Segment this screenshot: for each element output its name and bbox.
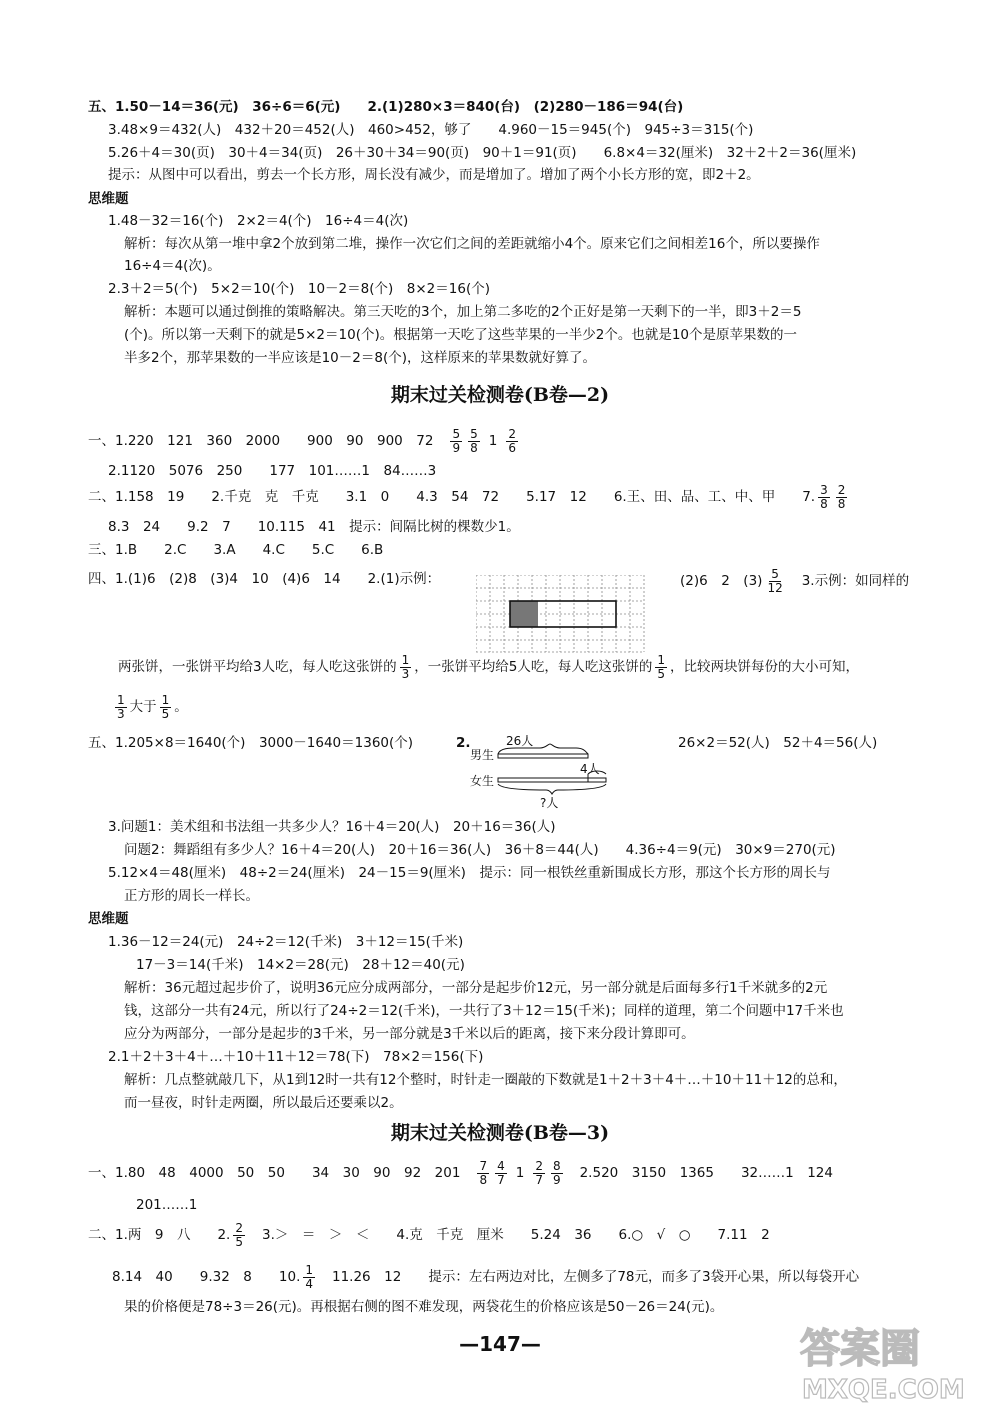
fraction: $\frac{3}{8}$	[820, 482, 828, 511]
b3-row-3a: 二、1.两 9 八 2.	[88, 1227, 231, 1243]
top-line-3: 5.26＋4＝30(页) 30＋4＝34(页) 26＋30＋34＝90(页) 90＋1＝91(页) 6.8×4＝32(厘米) 32＋2＋2＝36(厘米)	[108, 145, 857, 161]
watermark-logo	[790, 1318, 995, 1404]
fraction: $\frac{1}{3}$	[401, 652, 410, 681]
svg-text:答案圈: 答案圈	[800, 1326, 920, 1372]
diagram-girls-label: 女生	[470, 774, 495, 788]
fraction: $\frac{5}{12}$	[767, 566, 783, 595]
fraction: $\frac{4}{7}$	[497, 1158, 505, 1187]
fraction: $\frac{7}{8}$	[479, 1158, 488, 1187]
b2-row-7b: ，一张饼平均给5人吃，每人吃这张饼的	[414, 659, 653, 675]
b3-row-4b: 11.26 12 提示：左右两边对比，左侧多了78元，而多了3袋开心果，所以每袋开心	[332, 1269, 860, 1285]
b2-row-8	[112, 690, 188, 724]
fraction: $\frac{1}{3}$	[117, 692, 125, 721]
b3-row-1a: 一、1.80 48 4000 50 50 34 30 90 92 201	[88, 1165, 461, 1181]
b2-row-12: 5.12×4＝48(厘米) 48÷2＝24(厘米) 24－15＝9(厘米) 提示：同一根铁丝重新围成长方形，那这个长方形的周长与	[108, 865, 831, 881]
top-think-5: 解析：本题可以通过倒推的策略解决。第三天吃的3个，加上第二多吃的2个正好是第一天剩下的一半，即3＋2＝5	[124, 304, 802, 320]
b3-row-1	[88, 1156, 833, 1190]
b2-row-9c: 26×2＝52(人) 52＋4＝56(人)	[678, 735, 878, 751]
fraction: $\frac{1}{5}$	[657, 652, 665, 681]
watermark-graphic	[790, 1318, 995, 1404]
b2-row-5: 三、1.B 2.C 3.A 4.C 5.C 6.B	[88, 542, 384, 558]
top-line-4: 提示：从图中可以看出，剪去一个长方形，周长没有减少，而是增加了。增加了两个小长方形的宽，即2＋2。	[108, 167, 760, 183]
top-line-2: 3.48×9＝432(人) 432＋20＝452(人) 460>452，够了 4.960－15＝945(个) 945÷3＝315(个)	[108, 122, 754, 138]
diagram-q-label: ?人	[540, 796, 559, 810]
b2-row-1-text: 一、1.220 121 360 2000 900 90 900 72	[88, 433, 434, 449]
b2-row-8a: 大于	[129, 699, 157, 715]
diagram-4-label: 4人	[580, 762, 600, 776]
b2-think-7: 解析：几点整就敲几下，从1到12时一共有12个整时，时针走一圈敲的下数就是1＋2＋3＋4＋…＋10＋11＋12的总和，	[124, 1072, 847, 1088]
diagram-boys-label: 男生	[470, 748, 495, 762]
b2-row-6b-text: (2)6 2 (3)	[680, 573, 763, 589]
fraction: $\frac{8}{9}$	[552, 1158, 561, 1187]
top-think-4: 2.3＋2＝5(个) 5×2＝10(个) 10－2＝8(个) 8×2＝16(个)	[108, 281, 490, 297]
top-think-2: 解析：每次从第一堆中拿2个放到第二堆，操作一次它们之间的差距就缩小4个。原来它们之间相差16个，所以要操作	[124, 236, 820, 252]
b2-row-1	[88, 424, 521, 458]
b2-row-3-text: 二、1.158 19 2.千克 克 千克 3.1 0 4.3 54 72 5.17 12 6.王、田、品、工、中、甲 7.	[88, 489, 816, 505]
fraction: $\frac{5}{9}$	[452, 426, 461, 455]
b2-row-6c: 3.示例：如同样的	[801, 573, 910, 589]
b2-row-7	[118, 650, 859, 684]
b3-row-5: 果的价格便是78÷3＝26(元)。再根据右侧的图不难发现，两袋花生的价格应该是50－26＝24(元)。	[124, 1299, 724, 1315]
fraction: $\frac{2}{5}$	[235, 1220, 243, 1249]
b2-row-7a: 两张饼，一张饼平均给3人吃，每人吃这张饼的	[118, 659, 397, 675]
b2-row-9a: 五、1.205×8＝1640(个) 3000－1640＝1360(个)	[88, 735, 414, 751]
fraction: $\frac{1}{5}$	[161, 692, 170, 721]
diagram-26-label: 26人	[506, 734, 534, 748]
fraction: $\frac{2}{7}$	[535, 1158, 543, 1187]
b2-think-3: 解析：36元超过起步价了，说明36元应分成两部分，一部分是起步价12元，另一部分就是后面每多行1千米就多的2元	[124, 980, 828, 996]
b3-row-4	[112, 1260, 859, 1294]
b2-row-11: 问题2：舞蹈组有多少人？16＋4＝20(人) 20＋16＝36(人) 36＋8＝44(人) 4.36÷4＝9(元) 30×9＝270(元)	[124, 842, 836, 858]
page-number: —147—	[459, 1332, 541, 1356]
b2-row-8b: 。	[174, 699, 188, 715]
fraction: $\frac{5}{8}$	[470, 426, 478, 455]
b3-row-1-one: 1	[515, 1165, 525, 1181]
top-line-1: 五、1.50－14＝36(元) 36÷6＝6(元) 2.(1)280×3＝840(台) (2)280－186＝94(台)	[88, 99, 684, 115]
b2-row-3	[88, 480, 850, 514]
b3-row-2: 201……1	[136, 1197, 198, 1213]
b3-row-1b: 2.520 3150 1365 32……1 124	[579, 1165, 833, 1181]
fraction: $\frac{2}{6}$	[508, 426, 516, 455]
b2-think-5: 应分为两部分，一部分是起步的3千米，另一部分就是3千米以后的距离，接下来分段计算即可。	[124, 1026, 695, 1042]
top-think-3: 16÷4＝4(次)。	[124, 258, 221, 274]
b2-row-10: 3.问题1：美术组和书法组一共多少人？16＋4＝20(人) 20＋16＝36(人)	[108, 819, 556, 835]
b2-row-6b	[680, 564, 909, 598]
bar-diagram	[496, 740, 616, 798]
b2-row-4: 8.3 24 9.2 7 10.115 41 提示：间隔比树的棵数少1。	[108, 519, 520, 535]
top-think-7: 半多2个，那苹果数的一半应该是10－2＝8(个)，这样原来的苹果数就好算了。	[124, 350, 596, 366]
svg-text:MXQE.COM: MXQE.COM	[802, 1375, 965, 1404]
fraction: $\frac{1}{4}$	[305, 1262, 313, 1291]
b2-row-1-one: 1	[488, 433, 498, 449]
fraction: $\frac{2}{8}$	[837, 482, 846, 511]
b2-think-4: 钱，这部分一共有24元，所以行了24÷2＝12(千米)，一共行了3＋12＝15(千米)；同样的道理，第二个问题中17千米也	[124, 1003, 844, 1019]
think-heading-1: 思维题	[88, 191, 129, 207]
b2-think-6: 2.1＋2＋3＋4＋…＋10＋11＋12＝78(下) 78×2＝156(下)	[108, 1049, 484, 1065]
b3-row-4a: 8.14 40 9.32 8 10.	[112, 1269, 301, 1285]
b2-row-9b: 2.	[456, 735, 471, 751]
top-think-6: (个)。所以第一天剩下的就是5×2＝10(个)。根据第一天吃了这些苹果的一半少2个。也就是10个是原苹果数的一	[124, 327, 798, 343]
b2-think-8: 而一昼夜，时针走两圈，所以最后还要乘以2。	[124, 1095, 403, 1111]
b2-think-1: 1.36－12＝24(元) 24÷2＝12(千米) 3＋12＝15(千米)	[108, 934, 464, 950]
section-title-b3: 期末过关检测卷(B卷—3)	[390, 1122, 610, 1144]
b3-row-3	[88, 1218, 770, 1252]
section-title-b2: 期末过关检测卷(B卷—2)	[390, 384, 610, 406]
shaded-rect	[510, 601, 538, 627]
b2-think-2: 17－3＝14(千米) 14×2＝28(元) 28＋12＝40(元)	[136, 957, 465, 973]
think-heading-2: 思维题	[88, 911, 129, 927]
grid-figure	[476, 575, 646, 653]
b3-row-3b: 3.＞ ＝ ＞ ＜ 4.克 千克 厘米 5.24 36 6.○ √ ○ 7.11 2	[262, 1227, 770, 1243]
b2-row-6a: 四、1.(1)6 (2)8 (3)4 10 (4)6 14 2.(1)示例：	[88, 571, 441, 587]
b2-row-13: 正方形的周长一样长。	[124, 888, 259, 904]
b2-row-2: 2.1120 5076 250 177 101……1 84……3	[108, 463, 437, 479]
b2-row-7c: ，比较两块饼每份的大小可知，	[669, 659, 859, 675]
top-think-1: 1.48－32＝16(个) 2×2＝4(个) 16÷4＝4(次)	[108, 213, 409, 229]
